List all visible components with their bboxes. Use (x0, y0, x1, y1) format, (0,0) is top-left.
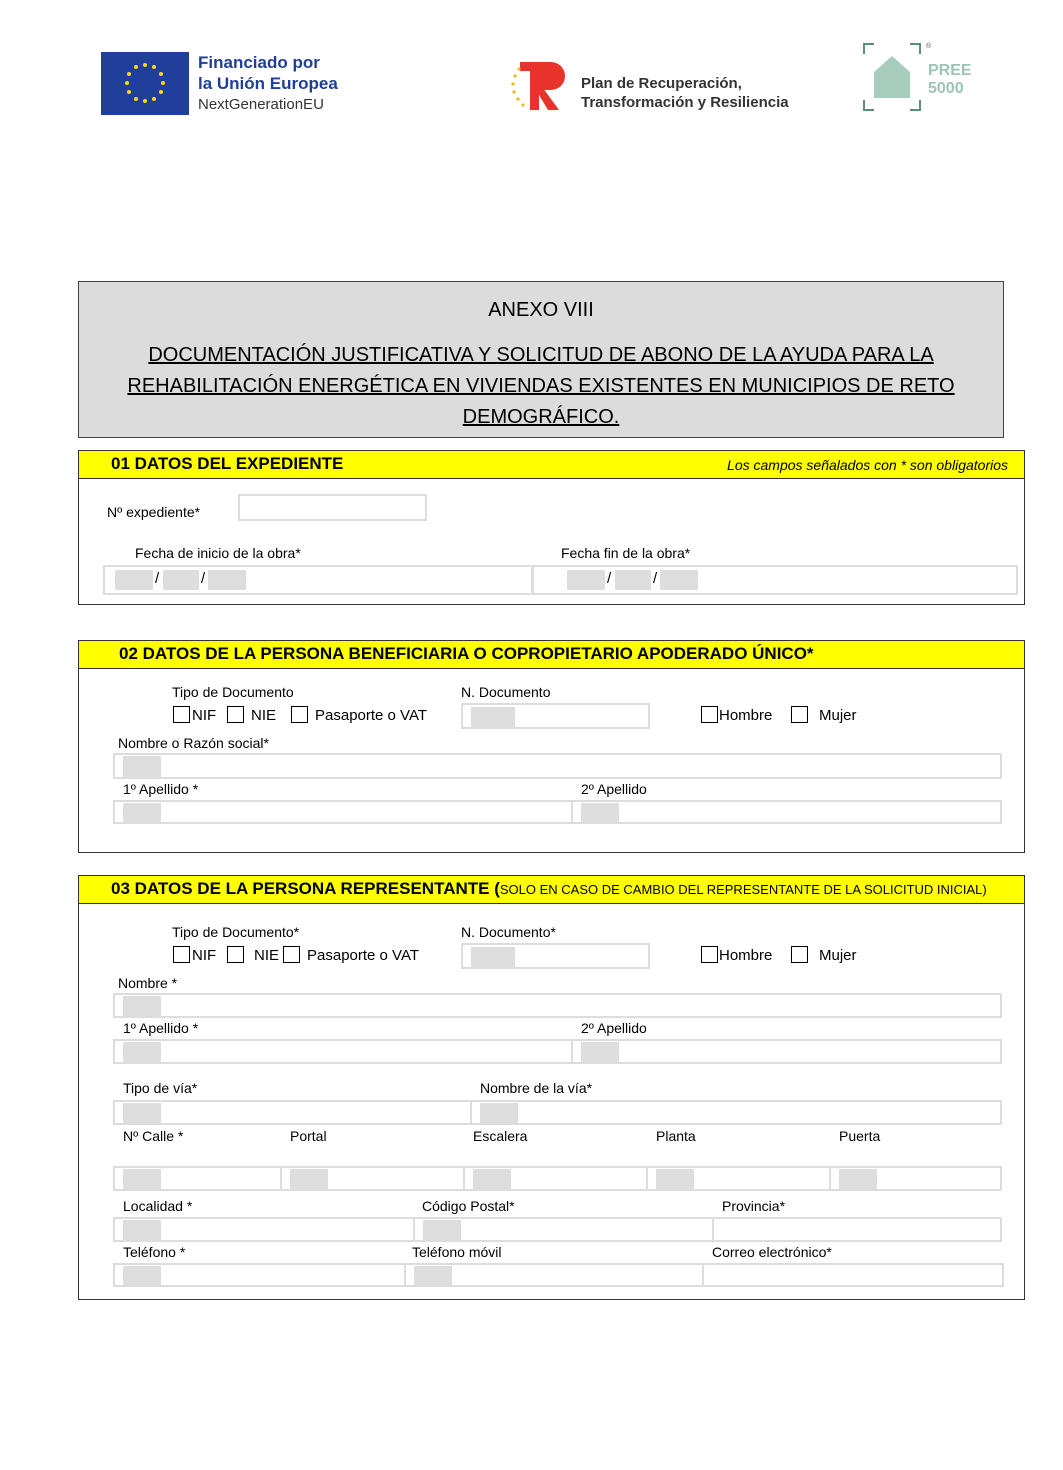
mujer-checkbox[interactable] (791, 706, 808, 723)
n-documento-label: N. Documento* (461, 924, 556, 940)
title-line-3: DEMOGRÁFICO. (462, 406, 620, 428)
prtr-logo (510, 60, 570, 112)
document-title (110, 340, 972, 433)
fecha-inicio-input[interactable] (103, 565, 533, 595)
section-03-title-main: 03 DATOS DE LA PERSONA REPRESENTANTE ( (111, 879, 500, 898)
nombre-via-label: Nombre de la vía* (480, 1080, 593, 1096)
puerta-input[interactable] (829, 1166, 1002, 1191)
telefono-input[interactable] (113, 1263, 406, 1287)
field-fill (480, 1103, 518, 1123)
section-01-expediente (78, 450, 1025, 605)
fecha-inicio-label: Fecha de inicio de la obra* (135, 545, 301, 561)
pree-line-2: 5000 (928, 80, 964, 97)
codigo-postal-input[interactable] (413, 1217, 714, 1242)
field-fill (123, 756, 161, 777)
svg-text:®: ® (926, 43, 932, 50)
field-fill (123, 803, 161, 822)
portal-input[interactable] (280, 1166, 465, 1191)
nombre-label: Nombre * (118, 975, 178, 991)
apellido1-input[interactable] (113, 1039, 573, 1064)
section-02-beneficiaria (78, 640, 1025, 853)
field-fill (414, 1266, 452, 1285)
nie-label: NIE (251, 707, 277, 724)
fecha-fin-label: Fecha fin de la obra* (561, 545, 691, 561)
n-documento-fill (471, 707, 515, 727)
n-documento-input[interactable] (461, 703, 650, 729)
field-fill (581, 1042, 619, 1062)
mujer-label: Mujer (819, 947, 857, 964)
expediente-label: Nº expediente* (107, 504, 201, 520)
pasaporte-checkbox[interactable] (291, 706, 308, 723)
pasaporte-label: Pasaporte o VAT (307, 947, 420, 964)
fecha-fin-month[interactable] (615, 570, 651, 590)
n-documento-label: N. Documento (461, 684, 551, 700)
field-fill (473, 1169, 511, 1189)
apellido2-input[interactable] (571, 1039, 1002, 1064)
section-02-header (79, 641, 1024, 669)
fecha-fin-day[interactable] (567, 570, 605, 590)
field-fill (839, 1169, 877, 1189)
annex-title: ANEXO VIII (488, 299, 594, 321)
email-label: Correo electrónico* (712, 1244, 832, 1260)
eu-line-2: la Unión Europea (198, 74, 338, 93)
planta-input[interactable] (646, 1166, 831, 1191)
nif-checkbox[interactable] (173, 706, 190, 723)
nombre-via-input[interactable] (470, 1100, 1002, 1125)
fecha-fin-input[interactable] (532, 565, 1018, 595)
required-fields-note: Los campos señalados con * son obligatorios (727, 457, 1008, 473)
eu-line-1: Financiado por (198, 53, 320, 72)
date-separator: / (201, 570, 206, 587)
puerta-label: Puerta (839, 1128, 881, 1144)
hombre-checkbox[interactable] (701, 706, 718, 723)
tipo-documento-label: Tipo de Documento (172, 684, 294, 700)
section-01-header (79, 451, 1024, 479)
hombre-label: Hombre (719, 947, 773, 964)
eu-funding-text (198, 52, 338, 115)
date-separator: / (155, 570, 160, 587)
date-separator: / (607, 570, 612, 587)
fecha-fin-year[interactable] (660, 570, 698, 590)
pasaporte-checkbox[interactable] (283, 946, 300, 963)
mujer-label: Mujer (819, 707, 857, 724)
hombre-label: Hombre (719, 707, 773, 724)
apellido2-input[interactable] (571, 800, 1002, 824)
field-fill (123, 1220, 161, 1240)
prtr-line-2: Transformación y Resiliencia (581, 94, 789, 111)
field-fill (123, 1169, 161, 1189)
n-documento-fill (471, 947, 515, 967)
field-fill (123, 1266, 161, 1285)
eu-flag-logo (101, 52, 189, 115)
apellido1-input[interactable] (113, 800, 573, 824)
tipo-via-label: Tipo de vía* (123, 1080, 198, 1096)
tipo-via-input[interactable] (113, 1100, 472, 1125)
nif-label: NIF (192, 707, 217, 724)
nombre-razon-label: Nombre o Razón social* (118, 735, 269, 751)
pree-text (928, 62, 972, 98)
fecha-inicio-month[interactable] (163, 570, 199, 590)
tipo-documento-label: Tipo de Documento* (172, 924, 300, 940)
codigo-postal-label: Código Postal* (422, 1198, 515, 1214)
field-fill (123, 1103, 161, 1123)
fecha-inicio-day[interactable] (115, 570, 153, 590)
localidad-input[interactable] (113, 1217, 415, 1242)
field-fill (290, 1169, 328, 1189)
eu-line-3: NextGenerationEU (198, 96, 324, 113)
date-separator: / (653, 570, 658, 587)
pree-line-1: PREE (928, 62, 972, 79)
apellido1-label: 1º Apellido * (123, 1020, 199, 1036)
apellido2-label: 2º Apellido (581, 781, 647, 797)
apellido1-label: 1º Apellido * (123, 781, 199, 797)
n-calle-input[interactable] (113, 1166, 282, 1191)
nie-label: NIE (254, 947, 280, 964)
localidad-label: Localidad * (123, 1198, 193, 1214)
nif-checkbox[interactable] (173, 946, 190, 963)
section-01-title: 01 DATOS DEL EXPEDIENTE (111, 454, 344, 473)
nif-label: NIF (192, 947, 217, 964)
title-line-1: DOCUMENTACIÓN JUSTIFICATIVA Y SOLICITUD DE ABONO DE LA AYUDA PARA LA (148, 344, 934, 366)
expediente-input[interactable] (238, 494, 427, 521)
nie-checkbox[interactable] (227, 946, 244, 963)
provincia-label: Provincia* (722, 1198, 786, 1214)
n-documento-input[interactable] (461, 943, 650, 969)
field-fill (581, 803, 619, 822)
section-02-title: 02 DATOS DE LA PERSONA BENEFICIARIA O COPROPIETARIO APODERADO ÚNICO* (119, 644, 814, 663)
telefono-movil-input[interactable] (404, 1263, 704, 1287)
apellido2-label: 2º Apellido (581, 1020, 647, 1036)
email-input[interactable] (702, 1263, 1004, 1287)
escalera-label: Escalera (473, 1128, 528, 1144)
section-03-title (111, 879, 987, 899)
nombre-razon-input[interactable] (113, 753, 1002, 779)
portal-label: Portal (290, 1128, 327, 1144)
n-calle-label: Nº Calle * (123, 1128, 184, 1144)
section-03-representante (78, 875, 1025, 1300)
nombre-input[interactable] (113, 993, 1002, 1018)
pasaporte-label: Pasaporte o VAT (315, 707, 428, 724)
nie-checkbox[interactable] (227, 706, 244, 723)
section-03-subtitle: SOLO EN CASO DE CAMBIO DEL REPRESENTANTE DE LA SOLICITUD INICIAL) (499, 882, 987, 897)
field-fill (656, 1169, 694, 1189)
mujer-checkbox[interactable] (791, 946, 808, 963)
title-line-2: REHABILITACIÓN ENERGÉTICA EN VIVIENDAS EXISTENTES EN MUNICIPIOS DE RETO (127, 375, 955, 397)
section-03-header (79, 876, 1024, 904)
escalera-input[interactable] (463, 1166, 648, 1191)
field-fill (123, 996, 161, 1016)
field-fill (123, 1042, 161, 1062)
hombre-checkbox[interactable] (701, 946, 718, 963)
telefono-label: Teléfono * (123, 1244, 186, 1260)
fecha-inicio-year[interactable] (208, 570, 246, 590)
prtr-text (581, 74, 789, 112)
field-fill (423, 1220, 461, 1240)
prtr-line-1: Plan de Recuperación, (581, 75, 742, 92)
telefono-movil-label: Teléfono móvil (412, 1244, 502, 1260)
planta-label: Planta (656, 1128, 696, 1144)
provincia-input[interactable] (712, 1217, 1002, 1242)
